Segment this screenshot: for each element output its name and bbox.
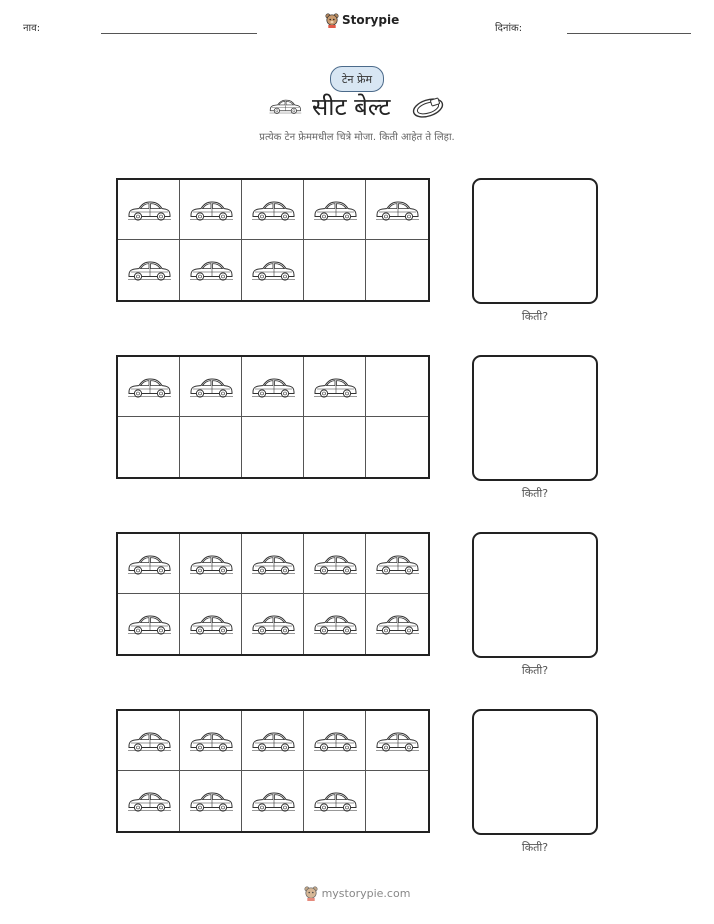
ten-frame-cell [180,240,242,300]
ten-frame-cell [304,711,366,771]
car-icon [312,611,358,637]
ten-frame-cell [180,534,242,594]
ten-frame [116,532,430,656]
car-icon [188,551,234,577]
ten-frame-cell [366,417,428,477]
answer-prompt: किती? [521,310,549,323]
car-icon [250,788,296,814]
car-icon [312,728,358,754]
answer-prompt: किती? [521,664,549,677]
ten-frame-cell [118,240,180,300]
ten-frame [116,709,430,833]
ten-frame-cell [366,240,428,300]
ten-frame-cell [304,594,366,654]
car-icon [188,611,234,637]
car-icon [126,197,172,223]
ten-frame-cell [304,771,366,831]
ten-frame-cell [118,771,180,831]
ten-frame-cell [304,240,366,300]
title-row [0,90,714,124]
car-icon [312,788,358,814]
car-icon [126,611,172,637]
ten-frame-cell [304,417,366,477]
seat-belt-icon [411,94,445,120]
car-icon [126,551,172,577]
car-icon [188,257,234,283]
ten-frame-cell [118,357,180,417]
answer-box[interactable] [472,178,598,304]
name-label: नाव: [23,23,41,34]
ten-frame-cell [304,357,366,417]
ten-frame-cell [366,357,428,417]
car-icon [374,551,420,577]
ten-frame-cell [180,594,242,654]
ten-frame-cell [366,771,428,831]
car-icon [312,374,358,400]
ten-frame [116,178,430,302]
ten-frame-cell [180,711,242,771]
car-icon [312,551,358,577]
ten-frame [116,355,430,479]
ten-frame-cell [242,594,304,654]
ten-frame-cell [366,180,428,240]
ten-frame-cell [242,771,304,831]
topic-tag [330,66,384,92]
car-icon [374,611,420,637]
brand-logo [325,12,399,28]
ten-frame-cell [242,180,304,240]
car-icon [188,197,234,223]
ten-frame-cell [180,180,242,240]
car-icon [374,197,420,223]
ten-frame-cell [180,771,242,831]
car-icon [312,197,358,223]
car-icon [374,728,420,754]
answer-box[interactable] [472,532,598,658]
car-icon [250,728,296,754]
ten-frame-cell [304,534,366,594]
name-line[interactable] [101,33,257,34]
car-icon [250,551,296,577]
car-icon [126,374,172,400]
ten-frame-cell [242,534,304,594]
answer-prompt: किती? [521,487,549,500]
ten-frame-cell [180,357,242,417]
ten-frame-cell [242,240,304,300]
ten-frame-cell [242,711,304,771]
car-icon [126,257,172,283]
ten-frame-cell [242,417,304,477]
car-icon [268,96,302,116]
car-icon [250,611,296,637]
car-icon [126,788,172,814]
footer-url[interactable]: mystorypie.com [321,886,411,900]
car-icon [250,257,296,283]
car-icon [250,374,296,400]
ten-frame-cell [118,594,180,654]
car-icon [188,374,234,400]
footer [0,885,714,901]
instructions: प्रत्येक टेन फ्रेममधील चित्रे मोजा. किती आहेत ते लिहा. [259,132,455,143]
bear-mascot-icon [325,12,339,28]
brand-name: Storypie [342,13,400,27]
ten-frame-cell [366,534,428,594]
ten-frame-cell [118,711,180,771]
ten-frame-cell [118,534,180,594]
car-icon [188,728,234,754]
date-line[interactable] [567,33,691,34]
ten-frame-cell [242,357,304,417]
car-icon [188,788,234,814]
answer-box[interactable] [472,355,598,481]
ten-frame-cell [366,594,428,654]
page-title: सीट बेल्ट [312,93,391,121]
ten-frame-cell [118,180,180,240]
car-icon [250,197,296,223]
answer-prompt: किती? [521,841,549,854]
topic-tag-text: टेन फ्रेम [341,72,373,86]
ten-frame-cell [118,417,180,477]
ten-frame-cell [304,180,366,240]
date-label: दिनांक: [495,23,523,34]
ten-frame-cell [366,711,428,771]
car-icon [126,728,172,754]
answer-box[interactable] [472,709,598,835]
bear-mascot-icon [304,885,318,901]
ten-frame-cell [180,417,242,477]
